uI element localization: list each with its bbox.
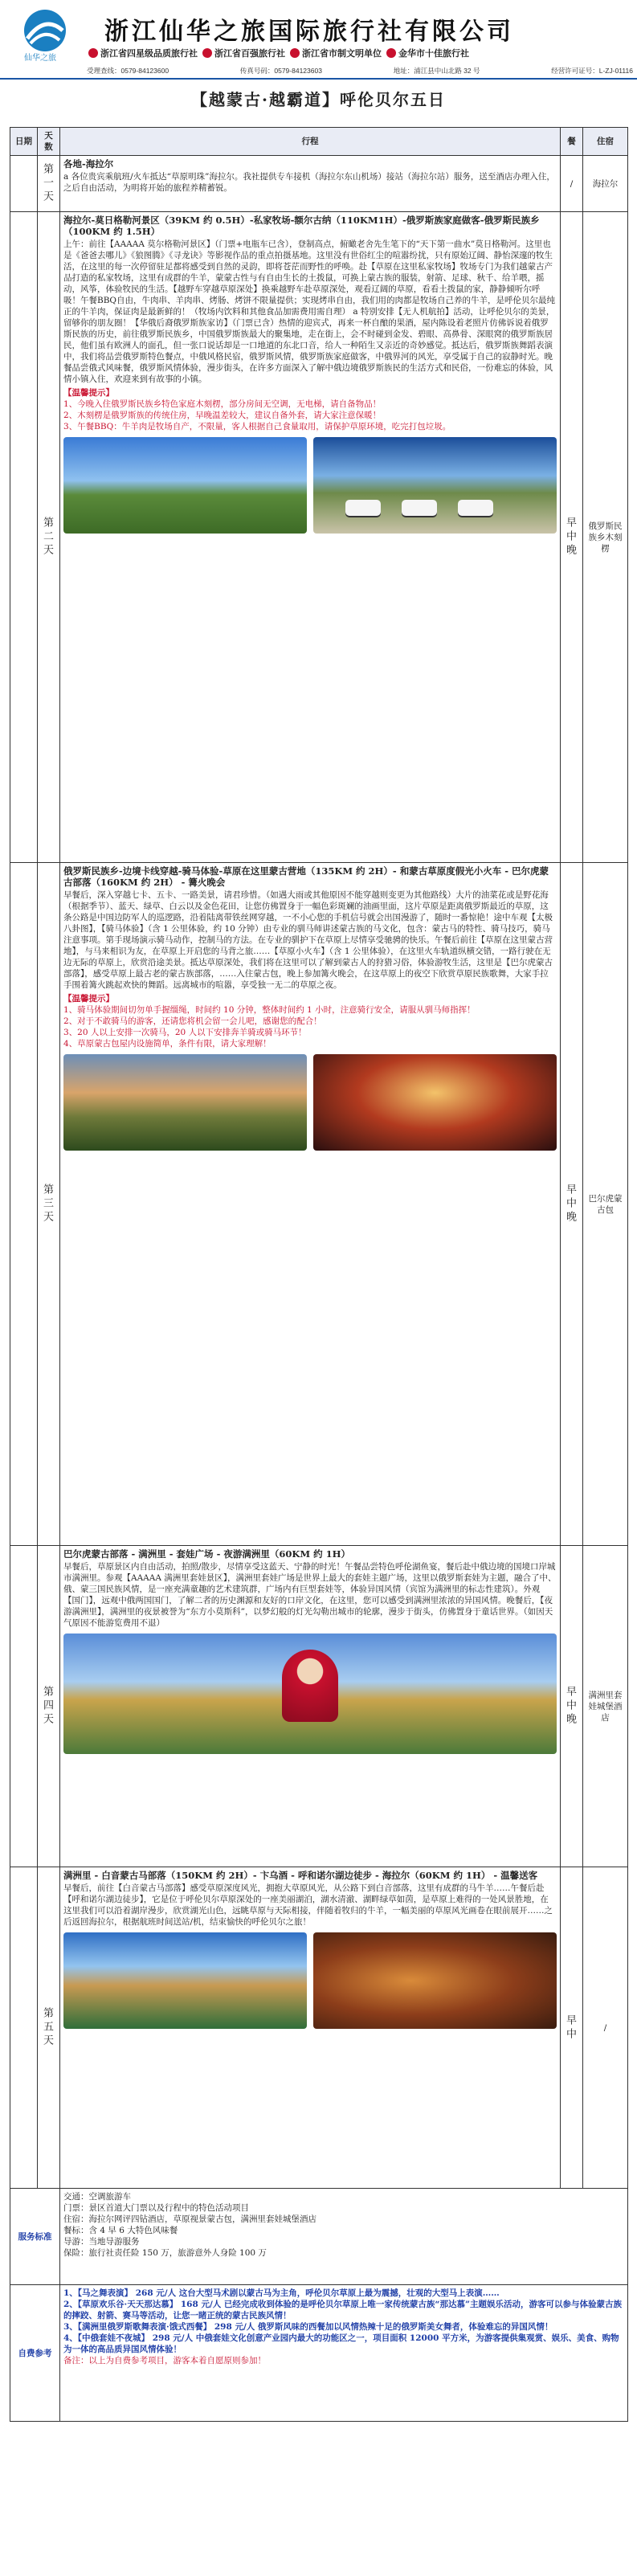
service-item: 住宿：海拉尔网评四钻酒店，草原视景蒙古包，满洲里套娃城堡酒店 [63, 2214, 316, 2224]
stay-cell: 巴尔虎蒙古包 [583, 863, 628, 1546]
selfpay-row [10, 2285, 628, 2422]
table-row [10, 156, 628, 212]
route-cell [60, 863, 561, 1546]
honor-icon [202, 48, 212, 58]
table-row [10, 863, 628, 1546]
service-row [10, 2189, 628, 2285]
horse-show-photo [313, 1054, 557, 1151]
river-grassland-photo [63, 437, 307, 534]
honor-badge: 浙江省百强旅行社 [202, 47, 285, 59]
contact-fax: 传真号码：0579-84123603 [239, 67, 322, 75]
selfpay-note: 备注：以上为自费参考项目，游客本着自愿原则参加！ [63, 2356, 266, 2365]
tips-title: 【温馨提示】 [63, 994, 114, 1004]
stay-cell: 俄罗斯民族乡木刻楞 [583, 212, 628, 863]
route-title: 各地-海拉尔 [63, 158, 114, 170]
route-cell [60, 212, 561, 863]
col-header-date: 日期 [10, 128, 38, 156]
stay-cell: 海拉尔 [583, 156, 628, 212]
day-label: 第一天 [41, 163, 53, 204]
tips-title: 【温馨提示】 [63, 388, 114, 398]
meal-cell: 早中 [561, 1867, 583, 2189]
selfpay-cell [60, 2285, 628, 2422]
service-item: 餐标：含 4 早 6 大特色风味餐 [63, 2226, 178, 2235]
selfpay-label: 自费参考 [10, 2285, 60, 2422]
service-cell [60, 2189, 628, 2285]
sunset-horses-photo [63, 1054, 307, 1151]
meal-cell: 早中晚 [561, 863, 583, 1546]
route-cell [60, 156, 561, 212]
car-icon [345, 500, 381, 516]
roast-lamb-photo [313, 1932, 557, 2029]
contact-address: 地址：浦江县中山北路 32 号 [393, 67, 480, 75]
meal-cell: 早中晚 [561, 1546, 583, 1867]
tip-item: 3、20 人以上安排一次骑马，20 人以下安排奔羊骑或骑马环节！ [63, 1028, 307, 1037]
route-body: 早餐后，深入穿越七卡、五卡、一路美景，请君珍惜。（如遇大雨或其他原因不能穿越则变更为其他路线）大片的油菜花或是野花海（根据季节）、蓝天、绿草、白云以及金色花田，让您仿佛置身于一幅色彩斑斓的油画里面，这片草原是距离俄罗斯最近的草原，这条公路是中国边防军人的巡逻路，沿着陆离带铁丝网穿越，一不小心您的手机信号就会出国漫游了，随时一番惊艳！途中车观【太极八卦图】，【骑马体验】（含 1 公里体验，约 10 分钟）由专业的驯马师讲述蒙古族的马文化，包含：蒙古马的特性、骑马技巧，骑马注意事项。第手现场演示骑马动作，控制马的方法。在专业的驯护下在草原上尽情享受驰骋的快乐。午餐后前往【草原在这里蒙古营地】，与马来相识为友，在草原上开启您的马背之旅……【草原小火车】（含 1 公里体验），在这里火车轨道纵横交错，一路行驶在无边无际的草原上，欣赏沿途美景。抵达草原深处，我们将在这里可以了解到蒙古人的狩猎习俗，体验游牧生活，这里是【巴尔虎蒙古部落】，感受草原上最古老的蒙古族部落，……入住蒙古包，晚上参加篝火晚会，在这草原上的夜空下欣赏草原民族歌舞，大家手拉手围着篝火跳起欢快的舞蹈。远离城市的喧嚣，享受独一无二的草原之夜。 [63, 890, 553, 990]
tip-item: 1、骑马体验期间切勿单手握缰绳，时间约 10 分钟，整体时间约 1 小时，注意骑行安全，请服从驯马师指挥！ [63, 1005, 476, 1015]
selfpay-item: 4、【中俄套娃不夜城】 298 元/人 中俄套娃文化创意产业园内最大的功能区之一，项目面积 12000 平方米，为游客提供集观赏、娱乐、美食、购物为一体的高品质异国风情体验！ [63, 2333, 619, 2354]
meal-cell: / [561, 156, 583, 212]
service-item: 导游：当地导游服务 [63, 2237, 140, 2247]
car-icon [402, 500, 437, 516]
honor-badges [88, 47, 635, 59]
day-label: 第三天 [41, 1184, 53, 1225]
honor-icon [88, 48, 98, 58]
selfpay-item: 3、【满洲里俄罗斯歌舞表演·饿式西餐】 298 元/人 俄罗斯风味的西餐加以风情热辣十足的俄罗斯美女舞者，体验难忘的异国风情！ [63, 2322, 553, 2332]
route-title: 海拉尔-莫日格勒河景区（39KM 约 0.5H）-私家牧场-额尔古纳（110KM1H）-俄罗斯族家庭做客-俄罗斯民族乡（100KM 约 1.5H） [63, 215, 540, 237]
header-divider [0, 78, 637, 80]
contact-phone: 受理查线：0579-84123600 [87, 67, 169, 75]
table-header-row [10, 128, 628, 156]
col-header-route: 行程 [60, 128, 561, 156]
tip-item: 3、午餐BBQ：牛羊肉是牧场自产，不限量，客人根据自己食量取用，请保护草原环境，吃完打包垃圾。 [63, 422, 451, 431]
lake-grassland-photo [63, 1932, 307, 2029]
route-body: 早餐后，前往【白音蒙古马部落】感受草原深度风光，拥抱大草原风光，从公路下到白音部落，这里有成群的马牛羊……午餐后赴【呼和诺尔湖边徒步】，它是位于呼伦贝尔草原深处的一座美丽湖泊，湖水清澈、湖畔绿草如茵，是草原上难得的一处风景胜地，在这里我们可以沿着湖岸漫步，欣赏湖光山色，远眺草原与天际相接，伴随着牧归的牛羊，一幅美丽的草原风光画卷在眼前展开……之后返回海拉尔，根据航班时间送站/机，结束愉快的呼伦贝尔之旅！ [63, 1883, 553, 1927]
matryoshka-square-photo [63, 1634, 557, 1754]
route-body: a 各位贵宾乘航班/火车抵达“草原明珠”海拉尔。我社提供专车接机（海拉尔东山机场）接站（海拉尔站）服务，送至酒店办理入住，之后自由活动，为明将开始的旅程养精蓄锐。 [63, 172, 555, 193]
route-body: 上午：前往【AAAAA 莫尔格勒河景区】（门票+电瓶车已含），登制高点，俯瞰老舍先生笔下的“天下第一曲水”莫日格勒河。这里也是《爸爸去哪儿》《狼图腾》《寻龙诀》等影视作品的重点拍摄基地。这里没有世俗红尘的喧嚣纷扰，只有原始辽阔、静怡深邃的牧生活，在这里的每一次停留驻足都将感受到自然的灵韵，即将苍茫而野性的呼唤。赴【草原在这里私家牧场】牧场专门为我们越蒙古产品打造的私家牧场，这里有成群的牛羊，蒙蒙古性与有自由生长的土拨鼠，可换上蒙古族的服装，射箭、足球、秋千、给羊喂，摇动，风筝，体验牧民的生活。【越野车穿越草原深处】换乘越野车赴草原深处，观看辽阔的草原，看看土拨鼠的家，静静倾听尔呼吸！午餐BBQ自由，牛肉串、羊肉串、烤肠、烤饼不限量提供；实现烤串自由，我们用的肉都是牧场自己养的牛羊，是呼伦贝尔最纯正的牛羊肉，保证肉是最新鲜的！（牧场内饮料和其他食品加需费用需自理） a 特别安排【无人机航拍】活动，让呼伦贝尔的美景，留够你的朋友圈！【华俄后裔俄罗斯族家访】（门票已含）热情的迎宾式，再来一杯自酿的果酒，屋内陈设着老照片仿佛诉说着俄罗斯民族的历史，前往俄罗斯民族乡，中国俄罗斯族最大的聚集地，走在街上，会不时碰到金发、碧眼、高鼻骨、深眼窝的俄罗斯族居民，他们虽有欧洲人的面孔，但一张口说话却是一口地道的东北口音，给人一种陌生又亲近的奇妙感觉。抵达后，俄罗斯族舞蹈表演中，我们将品尝俄罗斯特色餐点，中俄风格民宿，俄罗斯风情，俄罗斯族家庭做客，中俄界河的风光，享受属于自己的寂静时光。晚餐品尝俄式风味餐，俄罗斯风情体验，漫步街头，在许多方面深入了解中俄边境俄罗斯族民的生活方式和民俗，一份难忘的体验，风情小镇入住，欢迎来到有故事的小镇。 [63, 239, 556, 384]
stay-cell: / [583, 1867, 628, 2189]
car-icon [458, 500, 493, 516]
tip-item: 2、木刻楞是俄罗斯族的传统住房，早晚温差较大，建议自备外套，请大家注意保暖！ [63, 411, 382, 420]
photo-strip [63, 1932, 557, 2029]
honor-icon [290, 48, 300, 58]
route-cell [60, 1546, 561, 1867]
tip-item: 4、草原蒙古包屋内设施简单，条件有限，请大家理解！ [63, 1039, 272, 1049]
tip-item: 2、对于不敢骑马的游客，还请您将机会留一会儿吧，感谢您的配合！ [63, 1016, 322, 1026]
selfpay-item: 1、【马之舞表演】 268 元/人 这台大型马术剧以蒙古马为主角，呼伦贝尔草原上最为震撼，壮观的大型马上表演…… [63, 2288, 500, 2298]
itinerary-table [10, 127, 628, 2422]
table-row [10, 212, 628, 863]
day-label: 第二天 [41, 517, 53, 558]
table-row [10, 1867, 628, 2189]
contact-line [87, 66, 633, 76]
matryoshka-icon [282, 1650, 338, 1722]
photo-strip [63, 437, 557, 534]
col-header-days: 天数 [38, 128, 60, 156]
selfpay-item: 2、【草原欢乐谷·天天那达慕】 168 元/人 已经完成收到体验的是呼伦贝尔草原上唯一家传统蒙古族“那达慕”主题娱乐活动，游客可以参与体验蒙古族的摔跤、射箭、赛马等活动，让您一睹正统的蒙古民族风情！ [63, 2300, 623, 2320]
day-label: 第五天 [41, 2007, 53, 2048]
route-title: 巴尔虎蒙古部落 - 满洲里 - 套娃广场 - 夜游满洲里（60KM 约 1H） [63, 1548, 350, 1560]
route-title: 满洲里 - 白音蒙古马部落（150KM 约 2H）- 卞乌酒 - 呼和诺尔湖边徒步 - 海拉尔（60KM 约 1H） - 温馨送客 [63, 1870, 538, 1881]
table-row [10, 1546, 628, 1867]
day-label: 第四天 [41, 1686, 53, 1727]
photo-strip [63, 1634, 557, 1754]
service-item: 保险：旅行社责任险 150 万，旅游意外人身险 100 万 [63, 2248, 267, 2258]
logo-text: 仙华之旅 [24, 54, 56, 63]
honor-badge: 浙江省四星级品质旅行社 [88, 47, 198, 59]
col-header-meal: 餐 [561, 128, 583, 156]
service-item: 门票：景区首道大门票以及行程中的特色活动项目 [63, 2203, 249, 2213]
company-name: 浙江仙华之旅国际旅行社有限公司 [104, 18, 514, 46]
honor-badge: 金华市十佳旅行社 [386, 47, 469, 59]
honor-icon [386, 48, 396, 58]
stay-cell: 满洲里套娃城堡酒店 [583, 1546, 628, 1867]
license-number: 经营许可证号：L-ZJ-01116 [551, 67, 633, 75]
route-cell [60, 1867, 561, 2189]
route-title: 俄罗斯民族乡-边境卡线穿越-骑马体验-草原在这里蒙古营地（135KM 约 2H）- 和蒙古草原度假光小火车 - 巴尔虎蒙古部落（160KM 约 2H） - 篝火晚会 [63, 865, 549, 888]
photo-strip [63, 1054, 557, 1151]
page-header [0, 0, 637, 79]
route-body: 早餐后，草原景区内自由活动，拍照/散步，尽情享受这蓝天、宁静的时光！午餐品尝特色呼伦湖鱼宴，餐后赴中俄边境的国境口岸城市满洲里。参观【AAAAA 满洲里套娃景区】，满洲里套娃广场是世界上最大的套娃主题广场，这里以俄罗斯套娃为主题，融合了中、俄、蒙三国民族风情，是一座充满童趣的艺术建筑群，广场内有巨型套娃等，体验异国风情（宾馆为满洲里的标志性建筑）。外观【国门】，远观中俄两国国门，了解二者的历史渊源和友好的口岸文化，在这里，您可以感受到满洲里浓浓的异国风情。晚餐后，【夜游满洲里】，满洲里的夜景被誉为“东方小莫斯科”，以梦幻般的灯光勾勒出城市的轮廓，漫步于街头，仿佛置身于童话世界。（如因天气原因不能游览费用不退） [63, 1562, 557, 1628]
service-label: 服务标准 [10, 2189, 60, 2285]
offroad-vehicles-photo [313, 437, 557, 534]
tip-item: 1、今晚入住俄罗斯民族乡特色家庭木刻楞，部分房间无空调，无电梯，请自备物品！ [63, 399, 382, 409]
meal-cell: 早中晚 [561, 212, 583, 863]
honor-badge: 浙江省市制文明单位 [290, 47, 382, 59]
service-item: 交通：空调旅游车 [63, 2192, 131, 2202]
itinerary-title: 【越蒙古·越霸道】呼伦贝尔五日 [191, 90, 446, 109]
col-header-stay: 住宿 [583, 128, 628, 156]
